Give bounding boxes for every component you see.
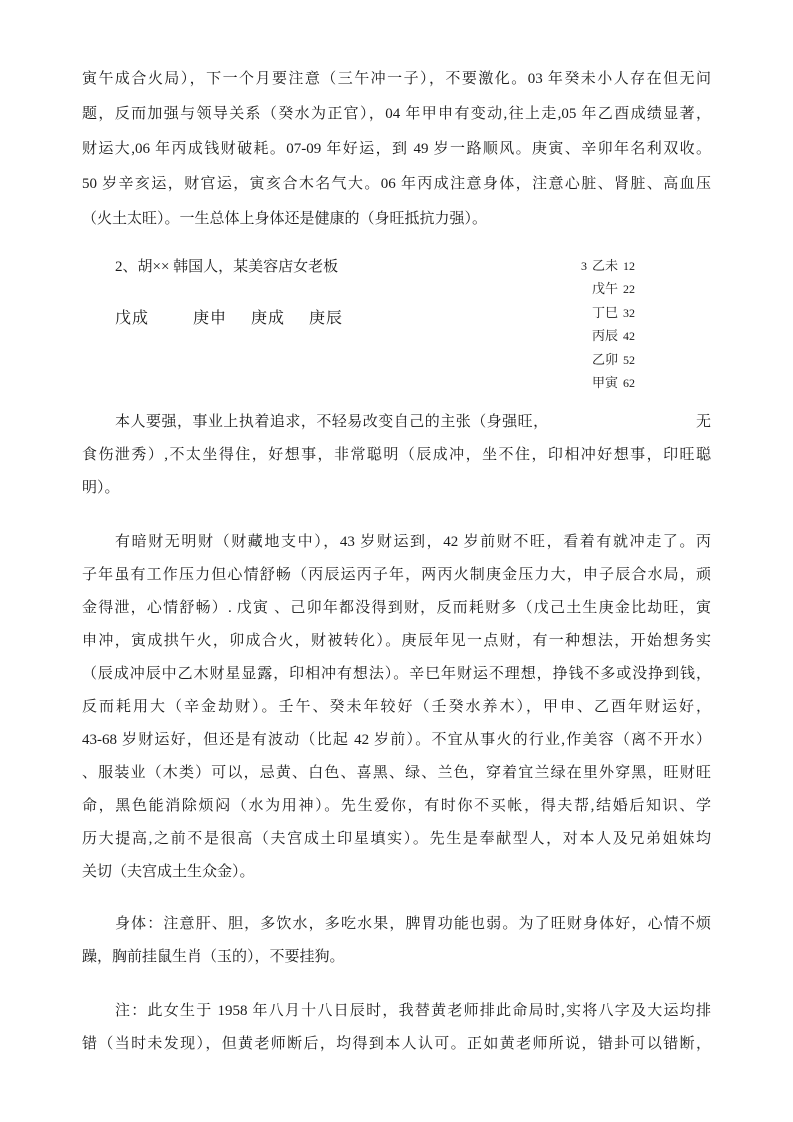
text-line: 关切（夫宫成土生众金）。 xyxy=(82,864,255,880)
dayun-ganzhi: 丁巳 xyxy=(592,304,619,320)
text-line: 身体：注意肝、胆，多饮水，多吃水果，脾胃功能也弱。为了旺财身体好，心情不烦 xyxy=(115,916,711,932)
text-line: 50 岁辛亥运，财官运，寅亥合木名气大。06 年丙成注意身体，注意心脏、肾脏、高血压 xyxy=(82,176,711,192)
text-line: 本人要强，事业上执着追求，不轻易改变自己的主张（身强旺， 无 xyxy=(115,414,711,430)
case-heading: 2、胡×× 韩国人，某美容店女老板 xyxy=(115,259,339,275)
dayun-list xyxy=(581,254,635,394)
dayun-age: 22 xyxy=(623,282,636,297)
text-line: 题，反而加强与领导关系（癸水为正官），04 年甲申有变动,往上走,05 年乙酉成绩显著， xyxy=(82,106,711,122)
text-line: 、服装业（木类）可以，忌黄、白色、喜黑、绿、兰色，穿着宜兰绿在里外穿黑，旺财旺 xyxy=(82,765,711,781)
dayun-ganzhi: 甲寅 xyxy=(592,374,619,390)
dayun-start-age: 3 xyxy=(581,259,587,273)
text-line: 财运大,06 年丙成钱财破耗。07-09 年好运，到 49 岁一路顺风。庚寅、辛卯年名利双收。 xyxy=(82,141,711,157)
dayun-row xyxy=(581,371,635,394)
paragraph-wealth-analysis xyxy=(82,526,711,889)
text-line: 命，黑色能消除烦闷（水为用神）。先生爱你，有时你不买帐，得夫帮,结婚后知识、学 xyxy=(82,798,711,814)
dayun-ganzhi: 乙未 xyxy=(592,258,619,273)
dayun-row xyxy=(581,301,635,324)
text-line: 食伤泄秀）,不太坐得住，好想事，非常聪明（辰成冲，坐不住，印相冲好想事，印旺聪 xyxy=(82,447,711,463)
dayun-age: 32 xyxy=(623,305,636,320)
text-line: 错（当时未发现），但黄老师断后，均得到本人认可。正如黄老师所说，错卦可以错断， xyxy=(82,1036,711,1052)
text-line: 明）。 xyxy=(82,480,120,496)
text-line: 申冲，寅成拱午火，卯成合火，财被转化）。庚辰年见一点财，有一种想法，开始想务实 xyxy=(82,633,711,649)
text-line: （火土太旺）。一生总体上身体还是健康的（身旺抵抗力强）。 xyxy=(82,211,488,227)
dayun-row xyxy=(581,348,635,371)
dayun-ganzhi: 丙辰 xyxy=(592,328,619,344)
dayun-row xyxy=(581,324,635,347)
dayun-ganzhi: 戊午 xyxy=(592,281,619,297)
dayun-row xyxy=(581,277,635,300)
paragraph-note xyxy=(82,995,711,1061)
dayun-age: 52 xyxy=(623,352,636,367)
dayun-age: 42 xyxy=(623,329,636,344)
text-line: （辰成冲辰中乙木财星显露，印相冲有想法）。辛巳年财运不理想，挣钱不多或没挣到钱， xyxy=(82,666,711,682)
text-line: 金得泄，心情舒畅）. 戊寅 、己卯年都没得到财，反而耗财多（戊己土生庚金比劫旺，寅 xyxy=(82,600,711,616)
text-line: 子年虽有工作压力但心情舒畅（丙辰运丙子年，两丙火制庚金压力大，申子辰合水局，顽 xyxy=(82,567,711,583)
bazi-pillar-day: 庚成 xyxy=(251,310,286,327)
bazi-pillar-year: 戊成 xyxy=(115,310,150,327)
text-line: 有暗财无明财（财藏地支中），43 岁财运到，42 岁前财不旺，看着有就冲走了。丙 xyxy=(115,534,711,550)
text-line: 躁，胸前挂鼠生肖（玉的），不要挂狗。 xyxy=(82,949,345,965)
text-line: 历大提高,之前不是很高（夫宫成土印星填实）。先生是奉献型人，对本人及兄弟姐妹均 xyxy=(82,831,711,847)
text-line: 43-68 岁财运好，但还是有波动（比起 42 岁前）。不宜从事火的行业,作美容（离不开水） xyxy=(82,732,711,748)
bazi-pillar-hour: 庚辰 xyxy=(309,310,344,327)
text-line: 注：此女生于 1958 年八月十八日辰时，我替黄老师排此命局时,实将八字及大运均排 xyxy=(115,1003,711,1019)
paragraph-yearly-fortune xyxy=(82,62,711,237)
dayun-row xyxy=(581,254,635,277)
dayun-age: 62 xyxy=(623,375,636,390)
paragraph-health xyxy=(82,908,711,974)
dayun-ganzhi: 乙卯 xyxy=(592,351,619,367)
bazi-pillar-month: 庚申 xyxy=(193,310,228,327)
text-line: 寅午成合火局），下一个月要注意（三午冲一子），不要激化。03 年癸未小人存在但无问 xyxy=(82,71,711,87)
paragraph-personality xyxy=(82,406,711,505)
dayun-age: 12 xyxy=(623,259,636,273)
text-line: 反而耗用大（辛金劫财）。壬午、癸未年较好（壬癸水养木），甲申、乙酉年财运好， xyxy=(82,699,711,715)
bazi-pillars xyxy=(115,307,343,331)
